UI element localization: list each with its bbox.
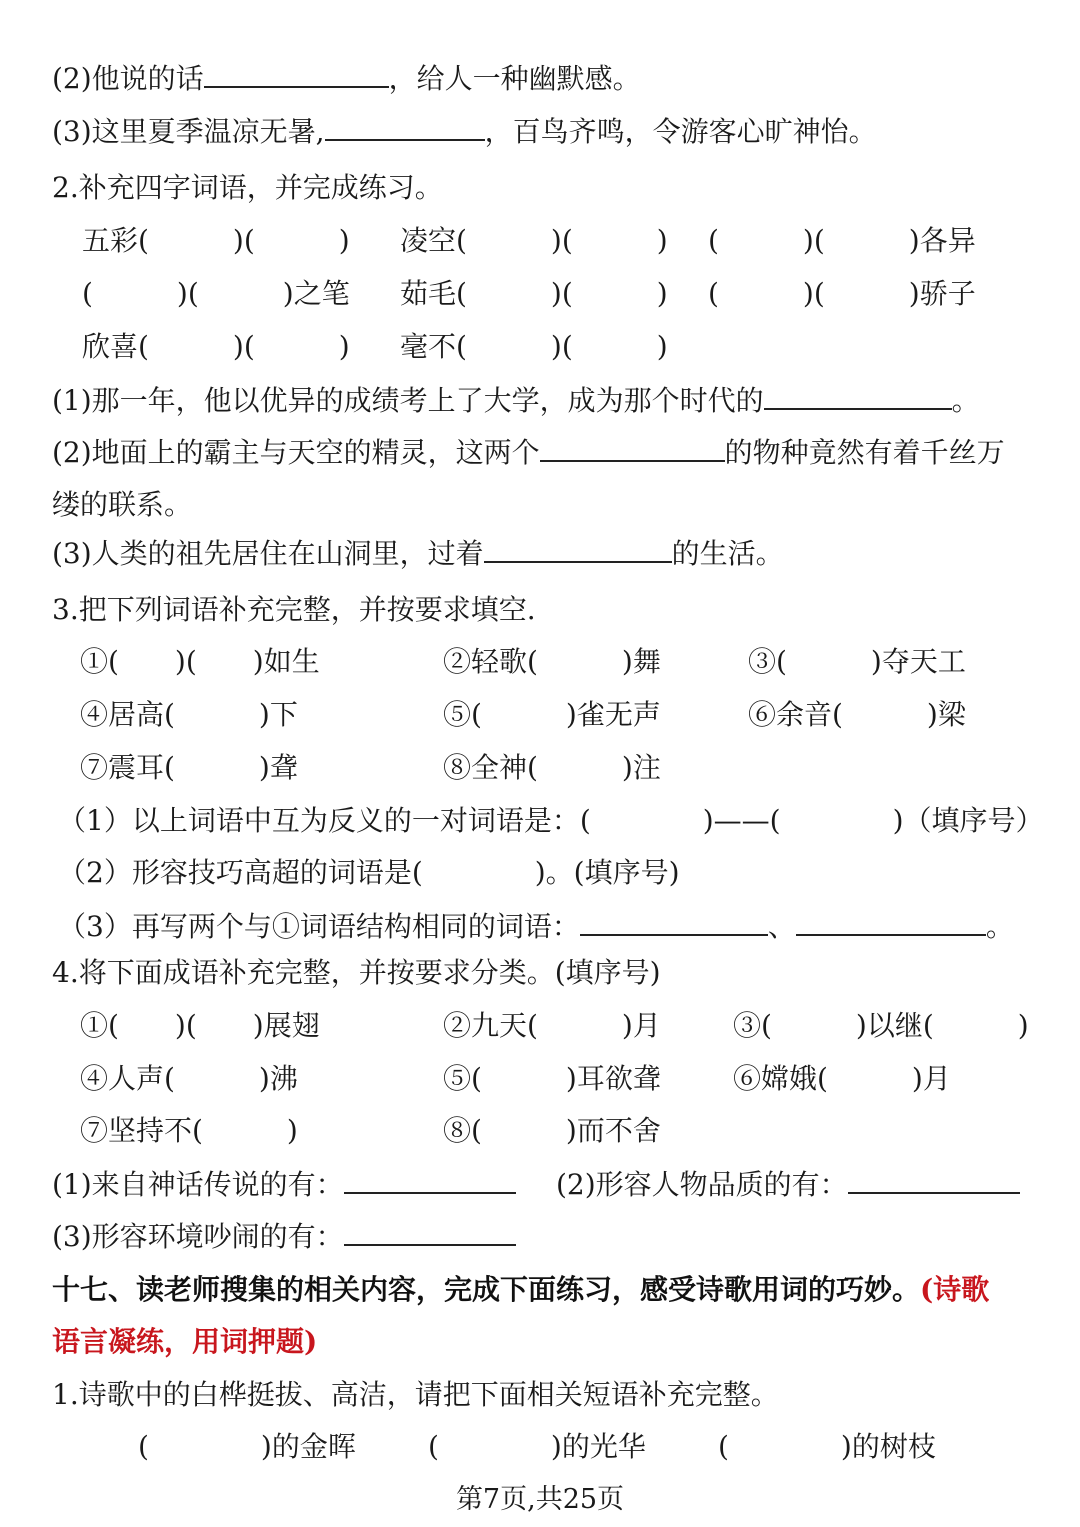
q1-sub2-line: (2)他说的话 ，给人一种幽默感。: [52, 58, 641, 99]
q4-item[interactable]: ①( )( )展翅: [80, 1009, 320, 1042]
q3-item[interactable]: ①( )( )如生: [80, 645, 320, 678]
q3-item[interactable]: ⑧全神( )注: [443, 751, 661, 784]
q4-item[interactable]: ⑦坚持不( ): [80, 1114, 298, 1147]
q3-s2: （2）形容技巧高超的词语是( )。(填序号): [58, 856, 680, 889]
page-number: 第7页,共25页: [455, 1484, 625, 1515]
q17-1-item[interactable]: ( )的金晖: [138, 1430, 356, 1463]
q4-item[interactable]: ⑧( )而不舍: [443, 1114, 661, 1147]
q4-s1-blank[interactable]: [344, 1164, 516, 1194]
q4-s2-blank[interactable]: [848, 1164, 1020, 1194]
q4-title: 4.将下面成语补充完整，并按要求分类。(填序号): [52, 956, 661, 989]
section-17-heading: 十七、读老师搜集的相关内容，完成下面练习，感受诗歌用词的巧妙。(诗歌: [52, 1273, 990, 1306]
q3-item[interactable]: ⑤( )雀无声: [443, 698, 661, 731]
q3-title: 3.把下列词语补充完整，并按要求填空.: [52, 593, 536, 626]
q3-s1: （1）以上词语中互为反义的一对词语是：( )——( )（填序号）: [58, 804, 1044, 837]
q2-item[interactable]: 欣喜( )( ): [82, 330, 350, 363]
q2-item[interactable]: 毫不( )( ): [400, 330, 668, 363]
section-17-note-cont: 语言凝练，用词押题): [52, 1325, 318, 1358]
q2-item[interactable]: 五彩( )( ): [82, 224, 350, 257]
q17-1-item[interactable]: ( )的树枝: [718, 1430, 936, 1463]
q2-s3-blank[interactable]: [484, 533, 672, 563]
q3-item[interactable]: ③( )夺天工: [748, 645, 966, 678]
q3-item[interactable]: ⑦震耳( )聋: [80, 751, 298, 784]
q2-s2-line: (2)地面上的霸主与天空的精灵，这两个 的物种竟然有着千丝万: [52, 432, 1005, 473]
q1-sub3-line: (3)这里夏季温凉无暑, ，百鸟齐鸣，令游客心旷神怡。: [52, 111, 877, 152]
q2-title: 2.补充四字词语，并完成练习。: [52, 171, 443, 204]
q2-s1-line: (1)那一年，他以优异的成绩考上了大学，成为那个时代的 。: [52, 380, 980, 421]
q4-s2-line: (2)形容人物品质的有：: [556, 1164, 1020, 1205]
q3-s3-blank-a[interactable]: [580, 906, 768, 936]
q4-s3-line: (3)形容环境吵闹的有：: [52, 1216, 516, 1257]
q4-s1-line: (1)来自神话传说的有：: [52, 1164, 516, 1205]
q4-item[interactable]: ④人声( )沸: [80, 1062, 298, 1095]
q4-item[interactable]: ⑥嫦娥( )月: [733, 1062, 951, 1095]
q2-item[interactable]: ( )( )各异: [708, 224, 976, 257]
q4-item[interactable]: ②九天( )月: [443, 1009, 661, 1042]
q4-item[interactable]: ③( )以继( ): [733, 1009, 1029, 1042]
q17-1-item[interactable]: ( )的光华: [428, 1430, 646, 1463]
q3-item[interactable]: ②轻歌( )舞: [443, 645, 661, 678]
q1-sub3-blank[interactable]: [325, 111, 485, 141]
q3-item[interactable]: ⑥余音( )梁: [748, 698, 966, 731]
q3-item[interactable]: ④居高( )下: [80, 698, 298, 731]
section-17-note: (诗歌: [920, 1273, 990, 1306]
q2-s2-cont: 缕的联系。: [52, 488, 193, 521]
q3-s3-line: （3）再写两个与①词语结构相同的词语： 、 。: [58, 906, 1014, 947]
q2-s1-blank[interactable]: [764, 380, 952, 410]
q2-item[interactable]: 凌空( )( ): [400, 224, 668, 257]
q1-sub2-blank[interactable]: [204, 58, 389, 88]
q2-s3-line: (3)人类的祖先居住在山洞里，过着 的生活。: [52, 533, 784, 574]
q2-item[interactable]: ( )( )骄子: [708, 277, 976, 310]
q2-item[interactable]: 茹毛( )( ): [400, 277, 668, 310]
q3-s3-blank-b[interactable]: [796, 906, 986, 936]
q2-item[interactable]: ( )( )之笔: [82, 277, 350, 310]
q17-1-title: 1.诗歌中的白桦挺拔、高洁，请把下面相关短语补充完整。: [52, 1378, 779, 1411]
q4-item[interactable]: ⑤( )耳欲聋: [443, 1062, 661, 1095]
q4-s3-blank[interactable]: [344, 1216, 516, 1246]
q2-s2-blank[interactable]: [540, 432, 725, 462]
